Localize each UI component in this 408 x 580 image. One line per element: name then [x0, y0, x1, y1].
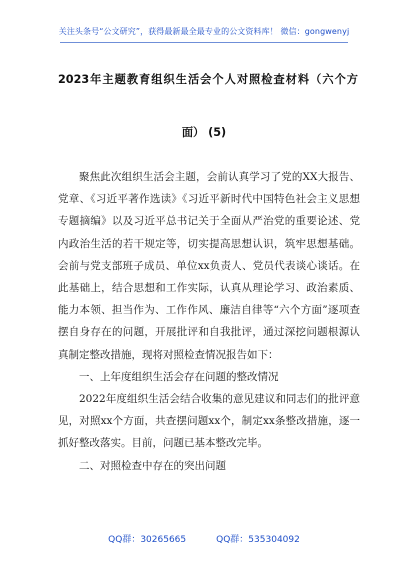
section-heading-2: 二、对照检查中存在的突出问题	[79, 459, 226, 472]
document-title-line2: 面） (5)	[181, 126, 227, 139]
promo-banner: 关注头条号“公文研究”，获得最新最全最专业的公文资料库！ 微信：gongwenyj	[58, 27, 350, 36]
document-title-line1: 2023年主题教育组织生活会个人对照检查材料（六个方	[58, 73, 358, 86]
paragraph-intro: 聚焦此次组织生活会主题，会前认真学习了党的XX大报告、党章、《习近平著作选读》《习近平新时代中国特色社会主义思想专题摘编》以及习近平总书记关于全面从严治党的重要论述、党内政治生活的若干规定等，切实提高思想认识，筑牢思想基础。会前与党支部班子成员、单位xx负责人、党员代表谈心谈话。在此基础上，结合思想和工作实际，认真从理论学习、政治素质、能力本领、担当作为、工作作风、廉洁自律等“六个方面”逐项查摆自身存在的问题，开展批评和自我批评，通过深挖问题根源认真制定整改措施，现将对照检查情况报告如下：	[58, 171, 360, 361]
document-body	[58, 166, 360, 477]
footer-contact	[0, 532, 408, 545]
footer-qq-group-2: QQ群：535304092	[216, 535, 300, 545]
footer-qq-group-1: QQ群：30265665	[108, 535, 187, 545]
banner-divider	[60, 42, 348, 43]
paragraph-rectification: 2022年度组织生活会结合收集的意见建议和同志们的批评意见，对照xx个方面，共查摆问题xx个，制定xx条整改措施，逐一抓好整改落实。目前，问题已基本整改完毕。	[58, 393, 360, 450]
section-heading-1: 一、上年度组织生活会存在问题的整改情况	[79, 370, 279, 383]
